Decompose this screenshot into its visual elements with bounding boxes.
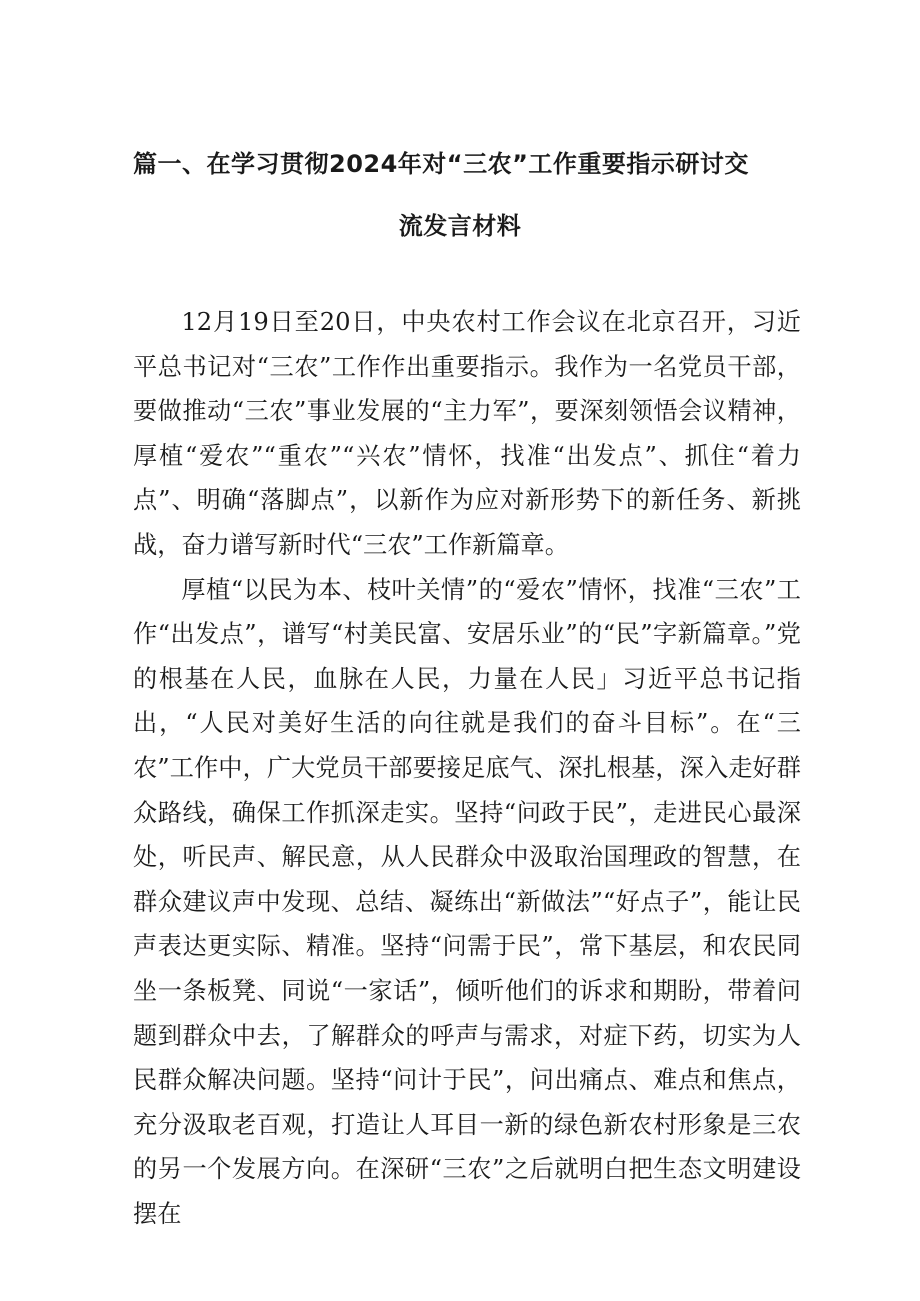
document-title-line-1: 篇一、在学习贯彻2024年对“三农”工作重要指示研讨交 [133, 150, 749, 178]
body-paragraph-1: 12月19日至20日，中央农村工作会议在北京召开，习近平总书记对“三农”工作作出重要指示。我作为一名党员干部，要做推动“三农”事业发展的“主力军”，要深刻领悟会议精神，厚植“爱农”“重农”“兴农”情怀，找准“出发点”、抓住“着力点”、明确“落脚点”，以新作为应对新形势下的新任务、新挑战，奋力谱写新时代“三农”工作新篇章。 [133, 308, 801, 559]
document-title-line-2: 流发言材料 [398, 212, 522, 240]
body-paragraph-2: 厚植“以民为本、枝叶关情”的“爱农”情怀，找准“三农”工作“出发点”，谱写“村美民富、安居乐业”的“民”字新篇章。”党的根基在人民，血脉在人民，力量在人民」习近平总书记指出，“人民对美好生活的向往就是我们的奋斗目标”。在“三农”工作中，广大党员干部要接足底气、深扎根基，深入走好群众路线，确保工作抓深走实。坚持“问政于民”，走进民心最深处，听民声、解民意，从人民群众中汲取治国理政的智慧，在群众建议声中发现、总结、凝练出“新做法”“好点子”，能让民声表达更实际、精准。坚持“问需于民”，常下基层，和农民同坐一条板凳、同说“一家话”，倾听他们的诉求和期盼，带着问题到群众中去，了解群众的呼声与需求，对症下药，切实为人民群众解决问题。坚持“问计于民”，问出痛点、难点和焦点，充分汲取老百观，打造让人耳目一新的绿色新农村形象是三农的另一个发展方向。在深研“三农”之后就明白把生态文明建设摆在 [133, 575, 801, 1228]
document-body [133, 300, 801, 1236]
